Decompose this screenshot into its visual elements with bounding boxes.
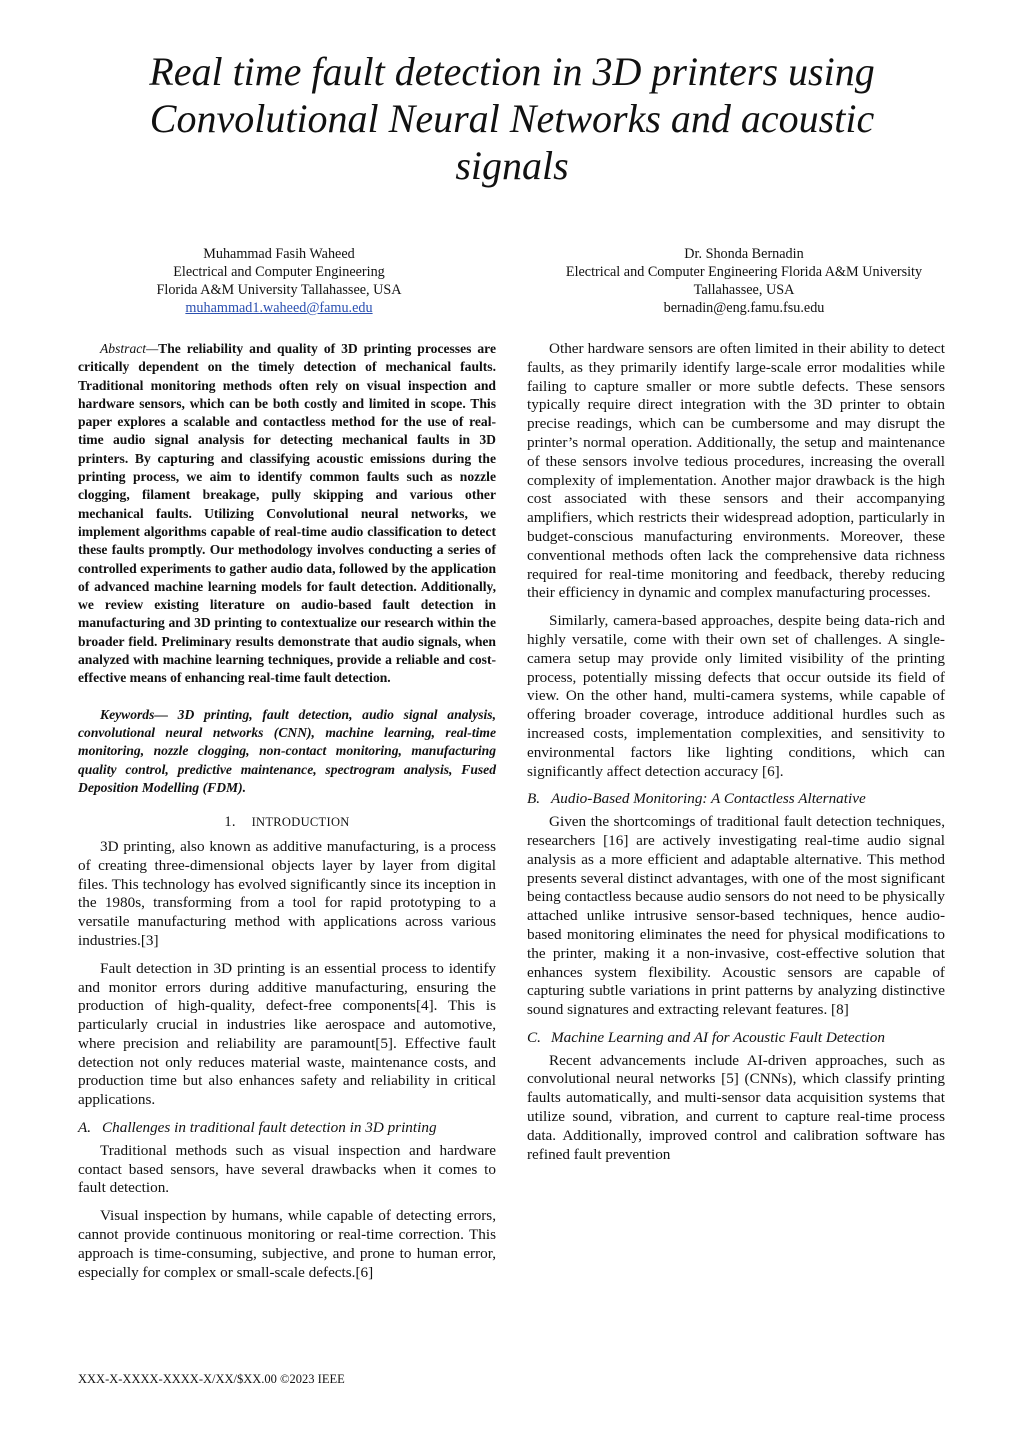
section-heading-introduction xyxy=(78,813,496,832)
abstract-text: The reliability and quality of 3D printing processes are critically dependent on the timely detection of mechanical faults. Traditional monitoring methods often rely on visual inspection and hardware sensors, which can be both costly and limited in scope. This paper explores a scalable and contactless method for the use of real-time audio signal analysis for detecting mechanical faults in 3D printers. By capturing and classifying acoustic emissions during the printing process, we aim to identify common faults such as nozzle clogging, filament breakage, pully skipping and various other mechanical faults. Utilizing Convolutional neural networks, we implement algorithms capable of real-time audio classification to detect these faults promptly. Our methodology involves conducting a series of controlled experiments to gather audio data, followed by the application of advanced machine learning models for fault detection. Additionally, we review existing literature on audio-based fault detection in manufacturing and 3D printing to contextualize our research within the broader field. Preliminary results demonstrate that audio signals, when analyzed with machine learning techniques, provide a reliable and cost-effective means of enhancing real-time fault detection. xyxy=(78,341,496,686)
left-column xyxy=(78,340,496,1282)
author-email-link[interactable]: muhammad1.waheed@famu.edu xyxy=(185,300,373,316)
author-block-2 xyxy=(530,245,958,317)
author-block-1 xyxy=(100,245,458,317)
section-a-paragraph-2: Visual inspection by humans, while capable of detecting errors, cannot provide continuous monitoring or real-time correction. This approach is time-consuming, subjective, and prone to human error, especially for complex or small-scale defects.[6] xyxy=(78,1207,496,1281)
abstract-lead: Abstract— xyxy=(100,341,159,356)
subsection-heading-c xyxy=(527,1029,945,1048)
intro-paragraph-1: 3D printing, also known as additive manufacturing, is a process of creating three-dimensional objects layer by layer from digital files. This technology has evolved significantly since its inception in the 1980s, transforming from a tool for rapid prototyping to a versatile manufacturing method with applications across various industries.[3] xyxy=(78,837,496,949)
section-c-paragraph-1: Recent advancements include AI-driven approaches, such as convolutional neural networks [5] (CNNs), which classify printing faults automatically, and multi-sensor data acquisition systems that utilize sound, vibration, and current to capture real-time process data. Additionally, improved control and calibration software has refined fault prevention xyxy=(527,1051,945,1163)
author-email: bernadin@eng.famu.fsu.edu xyxy=(663,300,825,316)
author-department: Electrical and Computer Engineering Florida A&M University xyxy=(565,264,923,280)
author-name: Dr. Shonda Bernadin xyxy=(684,246,804,262)
subsection-title: Audio-Based Monitoring: A Contactless Alternative xyxy=(551,790,866,808)
subsection-letter: B. xyxy=(527,790,541,808)
subsection-title: Machine Learning and AI for Acoustic Fault Detection xyxy=(551,1028,885,1046)
section-b-paragraph-1: Given the shortcomings of traditional fault detection techniques, researchers [16] are actively investigating real-time audio signal analysis as a more efficient and adaptable alternative. This method presents several distinct advantages, with one of the most significant being contactless because audio sensors do not need to be physically attached unlike intrusive sensor-based techniques, hence audio-based monitoring eliminates the need for physical modifications to the printer, making it a non-invasive, cost-effective solution that enhances system flexibility. Acoustic sensors are capable of capturing subtle variations in print patterns by analyzing distinctive sound signatures and extracting relevant features. [8] xyxy=(527,813,945,1019)
right-column xyxy=(527,340,945,1164)
abstract xyxy=(78,340,496,688)
subsection-heading-a xyxy=(78,1119,496,1138)
subsection-letter: C. xyxy=(527,1028,541,1046)
subsection-letter: A. xyxy=(78,1119,92,1137)
subsection-heading-b xyxy=(527,790,945,809)
section-a-paragraph-1: Traditional methods such as visual inspection and hardware contact based sensors, have several drawbacks when it comes to fault detection. xyxy=(78,1141,496,1197)
author-affiliation: Tallahassee, USA xyxy=(693,282,795,298)
intro-paragraph-2: Fault detection in 3D printing is an essential process to identify and monitor errors during additive manufacturing, ensuring the production of high-quality, defect-free components[4]. This is particularly crucial in industries like aerospace and automotive, where precision and reliability are paramount[5]. Effective fault detection not only reduces material waste, maintenance costs, and production time but also enhances safety and reliability in critical applications. xyxy=(78,959,496,1109)
section-a-paragraph-3: Other hardware sensors are often limited in their ability to detect faults, as they primarily identify large-scale error modalities while failing to capture smaller or more subtle defects. These sensors typically require direct integration with the 3D printer to obtain precise readings, which can be cumbersome and may disrupt the printer’s normal operation. Additionally, the setup and maintenance of these sensors involve tedious procedures, increasing the overall complexity of implementation. Another major drawback is the high cost associated with these sensors and their accompanying amplifiers, which restricts their widespread adoption, particularly in budget-conscious manufacturing environments. Moreover, these conventional methods often lack the comprehensive data richness required for real-time monitoring and feedback, thereby reducing their efficiency in dynamic and complex manufacturing processes. xyxy=(527,340,945,602)
author-name: Muhammad Fasih Waheed xyxy=(203,246,355,262)
author-affiliation: Florida A&M University Tallahassee, USA xyxy=(156,282,402,298)
subsection-title: Challenges in traditional fault detection in 3D printing xyxy=(102,1119,437,1137)
section-a-paragraph-4: Similarly, camera-based approaches, despite being data-rich and highly versatile, come with their own set of challenges. A single-camera setup may provide only limited visibility of the printing process, potentially missing defects that occur outside its field of view. On the other hand, multi-camera systems, while capable of offering broader coverage, introduce additional hurdles such as increased costs, implementation complexities, and sensitivity to environmental factors like lighting conditions, which can significantly affect detection accuracy [6]. xyxy=(527,612,945,780)
keywords: Keywords— 3D printing, fault detection, audio signal analysis, convolutional neural networks (CNN), machine learning, real-time monitoring, nozzle clogging, non-contact monitoring, manufacturing quality control, predictive maintenance, spectrogram analysis, Fused Deposition Modelling (FDM). xyxy=(78,706,496,795)
paper-title: Real time fault detection in 3D printers using Convolutional Neural Networks and acoustic signals xyxy=(149,49,875,188)
section-title: INTRODUCTION xyxy=(251,815,350,830)
section-number: 1. xyxy=(224,814,236,831)
copyright-footer: XXX-X-XXXX-XXXX-X/XX/$XX.00 ©2023 IEEE xyxy=(78,1372,345,1386)
author-department: Electrical and Computer Engineering xyxy=(173,264,385,280)
